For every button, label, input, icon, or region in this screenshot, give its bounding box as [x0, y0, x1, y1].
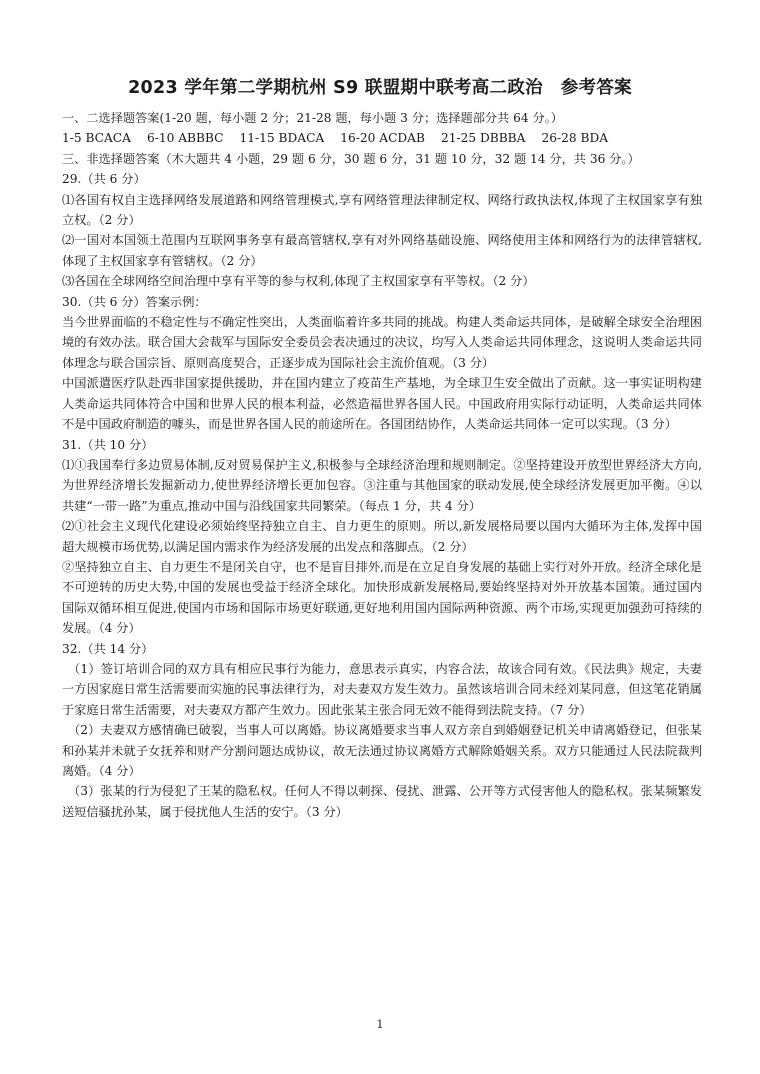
q29-answer-3: ⑶各国在全球网络空间治理中享有平等的参与权利,体现了主权国家享有平等权。（2 分） [62, 274, 535, 289]
non-mc-section-header: 三、非选择题答案（木大题共 4 小题，29 题 6 分，30 题 6 分，31 题 10 分，32 题 14 分，共 36 分。） [62, 151, 640, 166]
q31-heading: 31.（共 10 分） [62, 437, 154, 452]
q30-heading: 30.（共 6 分）答案示例： [62, 294, 207, 309]
q32-heading: 32.（共 14 分） [62, 641, 154, 656]
page-title: 2023 学年第二学期杭州 S9 联盟期中联考高二政治 参考答案 [128, 78, 632, 98]
q31-answer-1: ⑴①我国奉行多边贸易体制,反对贸易保护主义,积极参与全球经济治理和规则制定。②坚持建设开放型世界经济大方向,为世界经济增长发掘新动力,使世界经济增长更加包容。③注重与其他国家的联动发展,使全球经济发展更加平衡。④以共建“一带一路”为重点,推动中国与沿线国家共同繁荣。（每点 1 分，共 4 分） [62, 457, 702, 513]
q30-answer-1: 当今世界面临的不稳定性与不确定性突出，人类面临着许多共同的挑战。构建人类命运共同体，是破解全球安全治理困境的有效办法。联合国大会裁军与国际安全委员会表决通过的决议，均写入人类命运共同体理念，这说明人类命运共同体理念与联合国宗旨、原则高度契合，正逐步成为国际社会主流价值观。（3 分） [62, 315, 702, 370]
q29-heading: 29.（共 6 分） [62, 172, 146, 187]
q32-answer-3: （3）张某的行为侵犯了王某的隐私权。任何人不得以刺探、侵扰、泄露、公开等方式侵害他人的隐私权。张某频繁发送短信骚扰孙某，属于侵扰他人生活的安宁。（3 分） [62, 784, 702, 819]
page-number: 1 [376, 1018, 384, 1031]
q31-answer-2: ⑵①社会主义现代化建设必须始终坚持独立自主、自力更生的原则。所以,新发展格局要以国内大循环为主体,发挥中国超大规模市场优势,以满足国内需求作为经济发展的出发点和落脚点。（2 分） [62, 519, 702, 554]
mc-answer-key: 1-5 BCACA 6-10 ABBBC 11-15 BDACA 16-20 ACDAB 21-25 DBBBA 26-28 BDA [62, 131, 609, 146]
q32-answer-1: （1）签订培训合同的双方具有相应民事行为能力，意思表示真实，内容合法，故该合同有效。《民法典》规定，夫妻一方因家庭日常生活需要而实施的民事法律行为，对夫妻双方发生效力。虽然该培训合同未经刘某同意，但这笔花销属于家庭日常生活需要，对夫妻双方都产生效力。因此张某主张合同无效不能得到法院支持。（7 分） [62, 661, 702, 717]
q29-answer-2: ⑵一国对本国领土范围内互联网事务享有最高管辖权,享有对外网络基础设施、网络使用主体和网络行为的法律管辖权,体现了主权国家享有管辖权。（2 分） [62, 233, 702, 268]
mc-section-header: 一、二选择题答案(1-20 题，每小题 2 分；21-28 题，每小题 3 分；选择题部分共 64 分。） [62, 111, 563, 125]
q31-answer-3: ②坚持独立自主、自力更生不是闭关自守，也不是盲目排外,而是在立足自身发展的基础上实行对外开放。经济全球化是不可逆转的历史大势,中国的发展也受益于经济全球化。加快形成新发展格局,要始终坚持对外开放基本国策。通过国内国际双循环相互促进,使国内市场和国际市场更好联通,更好地利用国内国际两种资源、两个市场,实现更加强劲可持续的发展。（4 分） [62, 559, 702, 636]
q30-answer-2: 中国派遣医疗队赴西非国家提供援助，并在国内建立了疫苗生产基地，为全球卫生安全做出了贡献。这一事实证明构建人类命运共同体符合中国和世界人民的根本利益，必然造福世界各国人民。中国政府用实际行动证明，人类命运共同体不是中国政府制造的噱头，而是世界各国人民的前途所在。各国团结协作，人类命运共同体一定可以实现。（3 分） [62, 376, 702, 432]
answer-content [62, 108, 702, 822]
q32-answer-2: （2）夫妻双方感情确已破裂，当事人可以离婚。协议离婚要求当事人双方亲自到婚姻登记机关申请离婚登记，但张某和孙某并未就子女抚养和财产分割问题达成协议，故无法通过协议离婚方式解除婚姻关系。双方只能通过人民法院裁判离婚。（4 分） [62, 723, 702, 778]
q29-answer-1: ⑴各国有权自主选择网络发展道路和网络管理模式,享有网络管理法律制定权、网络行政执法权,体现了主权国家享有独立权。（2 分） [62, 192, 702, 228]
